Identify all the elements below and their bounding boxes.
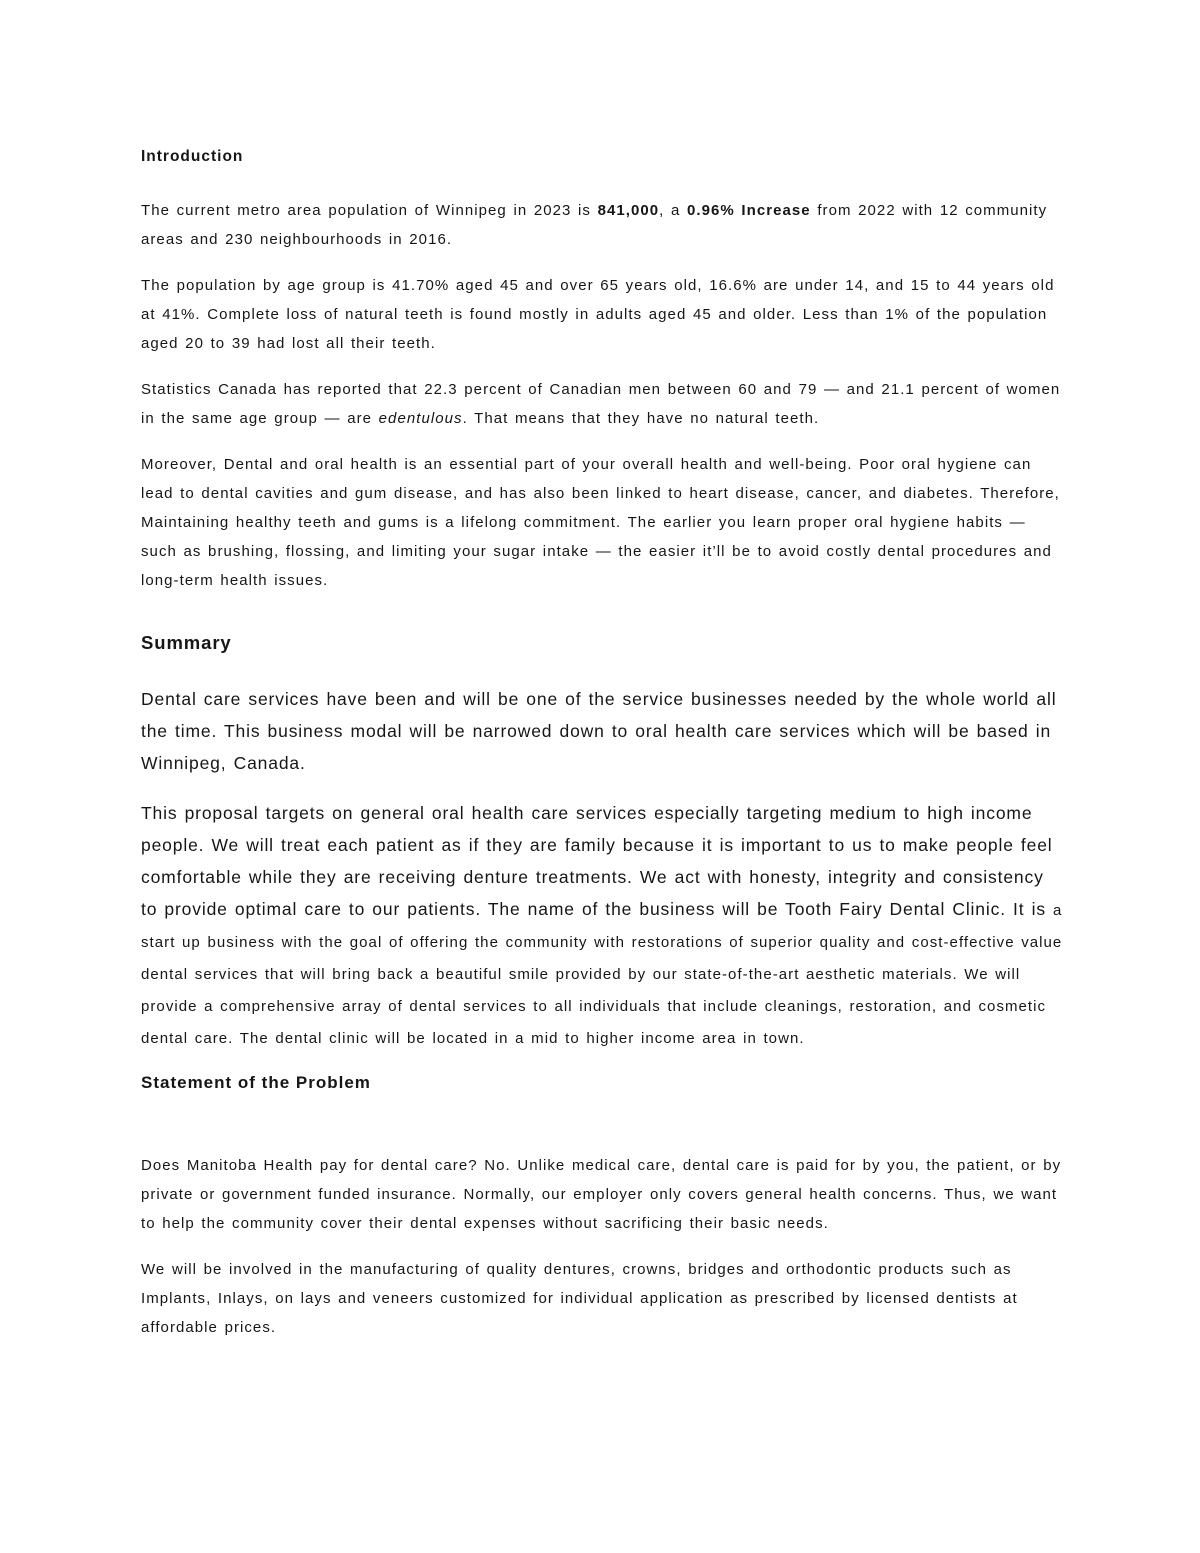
text-run: Introduction [141, 148, 244, 165]
heading-statement-of-the-problem [141, 1071, 1063, 1094]
text-run: Dental care services have been and will be one of the service businesses needed by the whole world all the time. This business modal will be narrowed down to oral health care services which will be based in Winnipeg, Canada. [141, 689, 1057, 773]
text-run: The current metro area population of Winnipeg in 2023 is [141, 202, 598, 219]
text-run: Summary [141, 632, 232, 653]
text-run: 0.96% Increase [687, 202, 811, 219]
text-run: edentulous [378, 410, 463, 427]
text-run: , a [659, 202, 688, 219]
paragraph [141, 271, 1063, 358]
paragraph [141, 683, 1063, 779]
paragraph [141, 196, 1063, 254]
text-run: Statement of the Problem [141, 1073, 371, 1092]
text-run: Moreover, Dental and oral health is an essential part of your overall health and well-being. Poor oral hygiene can lead to dental cavities and gum disease, and has also been linked to heart disease, cancer, and diabetes. Therefore, Maintaining healthy teeth and gums is a lifelong commitment. The earlier you learn proper oral hygiene habits — such as brushing, flossing, and limiting your sugar intake — the easier it’ll be to avoid costly dental procedures and long-term health issues. [141, 456, 1060, 589]
text-run: We will be involved in the manufacturing of quality dentures, crowns, bridges and orthodontic products such as Implants, Inlays, on lays and veneers customized for individual application as prescribed by licensed dentists at affordable prices. [141, 1261, 1018, 1336]
paragraph [141, 1151, 1063, 1238]
text-run: The population by age group is 41.70% aged 45 and over 65 years old, 16.6% are under 14, and 15 to 44 years old at 41%. Complete loss of natural teeth is found mostly in adults aged 45 and older. Less than 1% of the population aged 20 to 39 had lost all their teeth. [141, 277, 1055, 352]
paragraph [141, 797, 1063, 1053]
paragraph [141, 450, 1063, 595]
text-run: from 2022 with 12 community areas and 230 neighbourhoods in 2016. [141, 202, 1048, 248]
paragraph [141, 1255, 1063, 1342]
heading-summary [141, 630, 1063, 655]
document-page [141, 146, 1063, 1359]
text-run: 841,000 [597, 202, 660, 219]
text-run: Does Manitoba Health pay for dental care? No. Unlike medical care, dental care is paid for by you, the patient, or by private or government funded insurance. Normally, our employer only covers general health concerns. Thus, we want to help the community cover their dental expenses without sacrificing their basic needs. [141, 1157, 1062, 1232]
text-run: This proposal targets on general oral health care services especially targeting medium to high income people. We will treat each patient as if they are family because it is important to us to make people feel comfortable while they are receiving denture treatments. We act with honesty, integrity and consistency to provide optimal care to our patients. The name of the business will be Tooth Fairy Dental Clinic. It is [141, 803, 1054, 919]
heading-introduction [141, 146, 1063, 167]
text-run: Statistics Canada has reported that 22.3 percent of Canadian men between 60 and 79 — and 21.1 percent of women in the same age group — are [141, 381, 1061, 427]
text-run: a start up business with the goal of offering the community with restorations of superior quality and cost-effective value dental services that will bring back a beautiful smile provided by our state-of-the-art aesthetic materials. We will provide a comprehensive array of dental services to all individuals that include cleanings, restoration, and cosmetic dental care. The dental clinic will be located in a mid to higher income area in town. [141, 902, 1063, 1047]
document-body [141, 146, 1063, 1342]
paragraph [141, 375, 1063, 433]
text-run: . That means that they have no natural teeth. [462, 410, 820, 427]
